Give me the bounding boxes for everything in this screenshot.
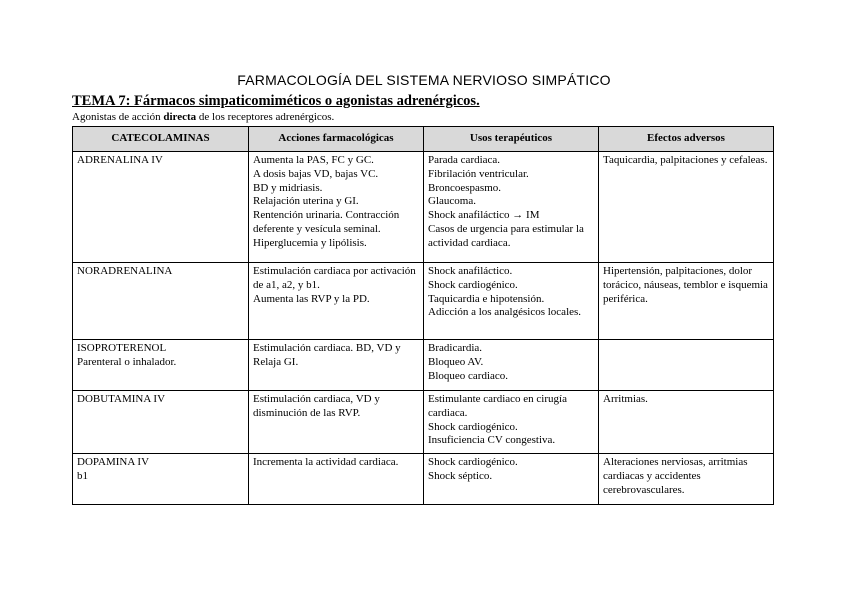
cell-acciones bbox=[249, 391, 424, 454]
cell-line: Estimulación cardiaca, VD y disminución de las RVP. bbox=[253, 393, 380, 419]
cell-acciones bbox=[249, 152, 424, 263]
header-usos: Usos terapéuticos bbox=[424, 127, 599, 152]
cell-line: Shock séptico. bbox=[428, 469, 493, 482]
cell-drug bbox=[73, 152, 249, 263]
drug-table bbox=[72, 126, 774, 505]
subtitle-bold-word: directa bbox=[163, 111, 197, 123]
cell-efectos bbox=[599, 263, 774, 340]
table-row bbox=[73, 152, 774, 263]
cell-line: Shock cardiogénico. bbox=[428, 420, 518, 433]
cell-line: Hiperglucemia y lipólisis. bbox=[253, 236, 367, 249]
cell-line: Insuficiencia CV congestiva. bbox=[428, 434, 556, 447]
cell-acciones bbox=[249, 454, 424, 505]
subtitle-text-end: de los receptores adrenérgicos. bbox=[196, 111, 335, 123]
table-row bbox=[73, 454, 774, 505]
cell-efectos bbox=[599, 340, 774, 391]
cell-line: Broncoespasmo. bbox=[428, 181, 502, 194]
table-header-row bbox=[73, 127, 774, 152]
cell-line: Arritmias. bbox=[603, 393, 648, 405]
table-row bbox=[73, 340, 774, 391]
topic-heading: TEMA 7: Fármacos simpaticomiméticos o agonistas adrenérgicos. bbox=[72, 93, 480, 109]
cell-usos bbox=[424, 340, 599, 391]
cell-efectos bbox=[599, 391, 774, 454]
table-row bbox=[73, 263, 774, 340]
cell-usos bbox=[424, 454, 599, 505]
subtitle bbox=[72, 111, 334, 123]
cell-usos bbox=[424, 263, 599, 340]
cell-line: Parenteral o inhalador. bbox=[77, 355, 177, 368]
cell-acciones bbox=[249, 263, 424, 340]
cell-line: Parada cardiaca. bbox=[428, 154, 501, 166]
cell-line: Taquicardia, palpitaciones y cefaleas. bbox=[603, 154, 768, 166]
page-title: FARMACOLOGÍA DEL SISTEMA NERVIOSO SIMPÁTICO bbox=[237, 72, 611, 88]
cell-line: NORADRENALINA bbox=[77, 265, 173, 277]
cell-line: Alteraciones nerviosas, arritmias cardiacas y accidentes cerebrovasculares. bbox=[603, 456, 748, 496]
cell-line: Bloqueo cardiaco. bbox=[428, 369, 509, 382]
cell-usos bbox=[424, 391, 599, 454]
header-acciones: Acciones farmacológicas bbox=[249, 127, 424, 152]
cell-line: Taquicardia e hipotensión. bbox=[428, 292, 545, 305]
cell-line: Aumenta las RVP y la PD. bbox=[253, 292, 370, 305]
table-row bbox=[73, 391, 774, 454]
cell-line: Estimulación cardiaca por activación de a1, a2, y b1. bbox=[253, 265, 416, 291]
header-catecolaminas: CATECOLAMINAS bbox=[73, 127, 249, 152]
cell-line: ISOPROTERENOL bbox=[77, 342, 167, 354]
cell-line: Incrementa la actividad cardiaca. bbox=[253, 456, 399, 468]
cell-line: BD y midriasis. bbox=[253, 181, 323, 194]
cell-line: Aumenta la PAS, FC y GC. bbox=[253, 154, 374, 166]
cell-line: DOPAMINA IV bbox=[77, 456, 150, 468]
cell-line: Glaucoma. bbox=[428, 195, 476, 208]
header-efectos: Efectos adversos bbox=[599, 127, 774, 152]
cell-line: Hipertensión, palpitaciones, dolor torácico, náuseas, temblor e isquemia periférica. bbox=[603, 265, 768, 305]
cell-line: Rentención urinaria. Contracción deferente y vesícula seminal. bbox=[253, 209, 400, 235]
cell-line: Casos de urgencia para estimular la actividad cardiaca. bbox=[428, 222, 584, 249]
cell-drug bbox=[73, 263, 249, 340]
cell-line: A dosis bajas VD, bajas VC. bbox=[253, 167, 379, 180]
cell-usos bbox=[424, 152, 599, 263]
cell-line: ADRENALINA IV bbox=[77, 154, 163, 166]
cell-efectos bbox=[599, 152, 774, 263]
cell-line: Fibrilación ventricular. bbox=[428, 167, 529, 180]
cell-line: b1 bbox=[77, 469, 88, 482]
cell-acciones bbox=[249, 340, 424, 391]
cell-line: Bradicardia. bbox=[428, 342, 483, 354]
cell-line: Shock cardiogénico. bbox=[428, 456, 518, 468]
cell-line: DOBUTAMINA IV bbox=[77, 393, 166, 405]
cell-drug bbox=[73, 391, 249, 454]
cell-line: Bloqueo AV. bbox=[428, 355, 484, 368]
cell-line: Shock anafiláctico. bbox=[428, 265, 513, 277]
cell-line: Estimulación cardiaca. BD, VD y Relaja GI. bbox=[253, 342, 401, 368]
cell-line: Shock anafiláctico → IM bbox=[428, 209, 540, 222]
cell-efectos bbox=[599, 454, 774, 505]
cell-line: Estimulante cardiaco en cirugía cardiaca. bbox=[428, 393, 567, 419]
cell-drug bbox=[73, 454, 249, 505]
subtitle-text-start: Agonistas de acción bbox=[72, 111, 164, 123]
cell-line: Relajación uterina y GI. bbox=[253, 195, 359, 208]
cell-line: Adicción a los analgésicos locales. bbox=[428, 306, 582, 319]
cell-drug bbox=[73, 340, 249, 391]
cell-line: Shock cardiogénico. bbox=[428, 278, 518, 291]
